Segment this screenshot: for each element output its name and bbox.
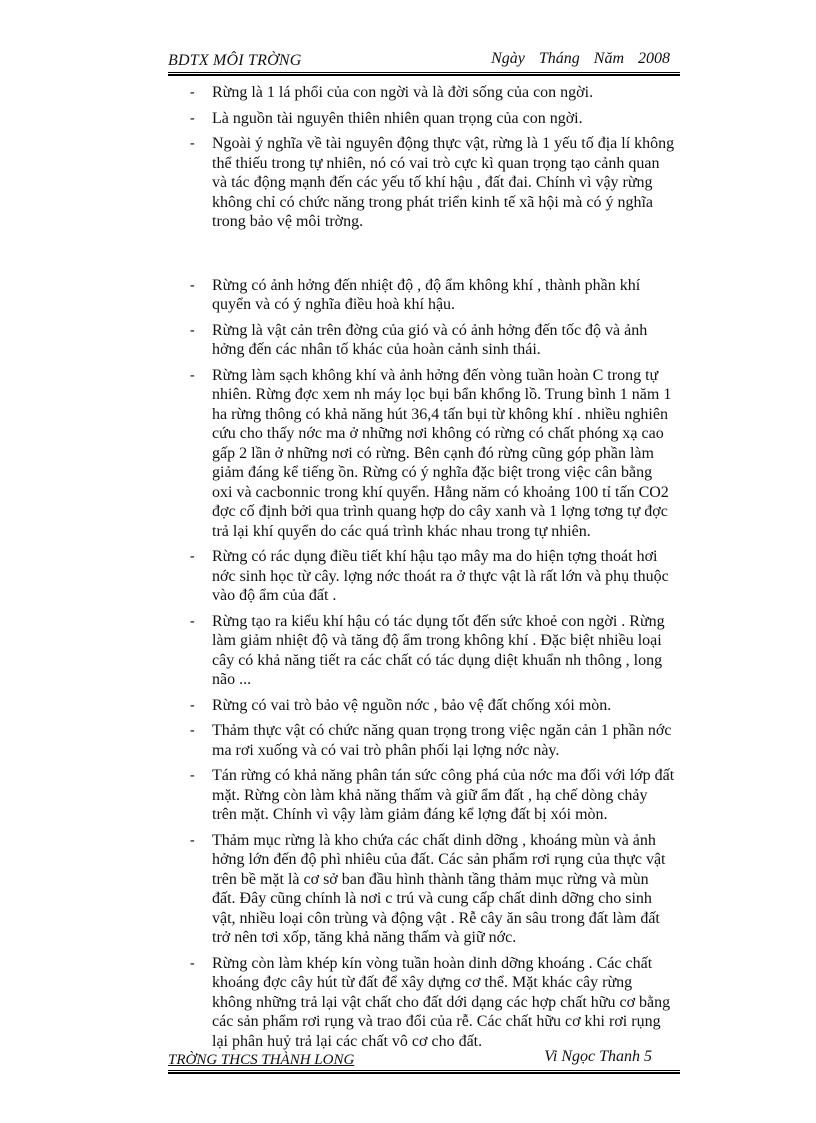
section-gap xyxy=(176,238,676,276)
list-item xyxy=(176,954,676,1052)
list-item-text: Rừng còn làm khép kín vòng tuần hoàn dinh dỡng khoáng . Các chất khoáng đợc cây hút từ đất để xây dựng cơ thể. Mặt khác cây rừng không những trả lại vật chất cho đất dới dạng các hợp chất hữu cơ bằng các sản phẩm rơi rụng và trao đổi của rễ. Các chất hữu cơ khi rơi rụng lại phân huỷ trả lại các chất vô cơ cho đất. xyxy=(212,954,671,1050)
list-item xyxy=(176,134,676,232)
list-item xyxy=(176,276,676,315)
bullet-icon: - xyxy=(190,277,195,293)
list-item xyxy=(176,109,676,129)
list-item-text: Rừng có ảnh hởng đến nhiệt độ , độ ẩm không khí , thành phần khí quyển và có ý nghĩa điều hoà khí hậu. xyxy=(212,276,641,313)
bullet-icon: - xyxy=(190,367,195,383)
list-item-text: Rừng có vai trò bảo vệ nguồn nớc , bảo vệ đất chống xói mòn. xyxy=(212,696,612,714)
list-item xyxy=(176,721,676,760)
bullet-list-top xyxy=(176,83,676,232)
list-item xyxy=(176,83,676,103)
list-item xyxy=(176,831,676,948)
document-body xyxy=(176,83,676,1057)
list-item-text: Thảm thực vật có chức năng quan trọng trong việc ngăn cản 1 phần nớc ma rơi xuống và có vai trò phân phối lại lợng nớc này. xyxy=(212,722,672,759)
list-item-text: Rừng có rác dụng điều tiết khí hậu tạo mây ma do hiện tợng thoát hơi nớc sinh học từ cây. lợng nớc thoát ra ở thực vật là rất lớn và phụ thuộc vào độ ẩm của đất . xyxy=(212,548,669,604)
list-item xyxy=(176,321,676,360)
bullet-icon: - xyxy=(190,832,195,848)
bullet-icon: - xyxy=(190,136,195,151)
bullet-icon: - xyxy=(190,549,195,564)
list-item-text: Ngoài ý nghĩa về tài nguyên động thực vật, rừng là 1 yếu tố địa lí không thể thiếu trong tự nhiên, nó có vai trò cực kì quan trọng tạo cảnh quan và tác động mạnh đến các yếu tố khí hậu , đất đai. Chính vì vậy rừng không chỉ có chức năng trong phát triển kinh tế xã hội mà có ý nghĩa trong bảo vệ môi trờng. xyxy=(212,135,675,230)
bullet-icon: - xyxy=(190,613,195,629)
header-title: BDTX MÔI TRỜNG xyxy=(168,52,302,69)
footer-rule xyxy=(168,1070,680,1074)
list-item-text: Rừng là vật cản trên đờng của gió và có ảnh hởng đến tốc độ và ảnh hởng đến các nhân tố khác của hoàn cảnh sinh thái. xyxy=(212,321,648,358)
bullet-icon: - xyxy=(190,955,195,971)
footer-school: TRỜNG THCS THÀNH LONG xyxy=(168,1052,355,1068)
bullet-icon: - xyxy=(190,768,195,783)
bullet-icon: - xyxy=(190,723,195,738)
bullet-icon: - xyxy=(190,85,195,100)
list-item xyxy=(176,696,676,716)
header-date: Ngày Tháng Năm 2008 xyxy=(491,50,670,67)
list-item-text: Thảm mục rừng là kho chứa các chất dinh dỡng , khoáng mùn và ảnh hởng lớn đến độ phì nhiêu của đất. Các sản phẩm rơi rụng của thực vật trên bề mặt là cơ sở ban đầu hình thành tầng thảm mục rừng và mùn đất. Đây cũng chính là nơi c trú và cung cấp chất dinh dỡng cho sinh vật, nhiều loại côn trùng và động vật . Rễ cây ăn sâu trong đất làm đất trở nên tơi xốp, tăng khả năng thấm và giữ nớc. xyxy=(212,831,666,946)
bullet-icon: - xyxy=(190,697,195,713)
list-item xyxy=(176,612,676,690)
page-footer xyxy=(168,1048,680,1070)
list-item-text: Rừng làm sạch không khí và ảnh hởng đến vòng tuần hoàn C trong tự nhiên. Rừng đợc xem nh máy lọc bụi bẩn khổng lồ. Trung bình 1 năm 1 ha rừng thông có khả năng hút 36,4 tấn bụi từ không khí . nhiều nghiên cứu cho thấy nớc ma ở những nơi không có rừng có chất phóng xạ cao gấp 2 lần ở những nơi có rừng. Bên cạnh đó rừng cũng góp phần làm giảm đáng kể tiếng ồn. Rừng có ý nghĩa đặc biệt trong việc cân bằng oxi và cacbonnic trong khí quyển. Hằng năm có khoảng 100 tỉ tấn CO2 đợc cố định bởi qua trình quang hợp do cây xanh và 1 lợng tơng tự đợc trả lại khí quyển do các quá trình khác nhau trong tự nhiên. xyxy=(212,366,672,540)
list-item xyxy=(176,547,676,606)
page-header xyxy=(168,50,680,72)
list-item-text: Tán rừng có khả năng phân tán sức công phá của nớc ma đối với lớp đất mặt. Rừng còn làm khả năng thấm và giữ ẩm đất , hạ chế dòng chảy trên mặt. Chính vì vậy làm giảm đáng kể lợng đất bị xói mòn. xyxy=(212,767,675,823)
list-item-text: Rừng là 1 lá phổi của con ngời và là đời sống của con ngời. xyxy=(212,84,594,101)
header-rule xyxy=(168,72,680,76)
list-item xyxy=(176,766,676,825)
bullet-icon: - xyxy=(190,110,195,126)
footer-author-page: Vi Ngọc Thanh 5 xyxy=(544,1048,652,1065)
list-item xyxy=(176,366,676,542)
list-item-text: Là nguồn tài nguyên thiên nhiên quan trọng của con ngời. xyxy=(212,109,583,127)
bullet-icon: - xyxy=(190,322,195,338)
list-item-text: Rừng tạo ra kiểu khí hậu có tác dụng tốt đến sức khoẻ con ngời . Rừng làm giảm nhiệt độ và tăng độ ẩm trong không khí . Đặc biệt nhiều loại cây có khả năng tiết ra các chất có tác dụng diệt khuẩn nh thông , long não ... xyxy=(212,612,665,688)
bullet-list-main xyxy=(176,276,676,1052)
